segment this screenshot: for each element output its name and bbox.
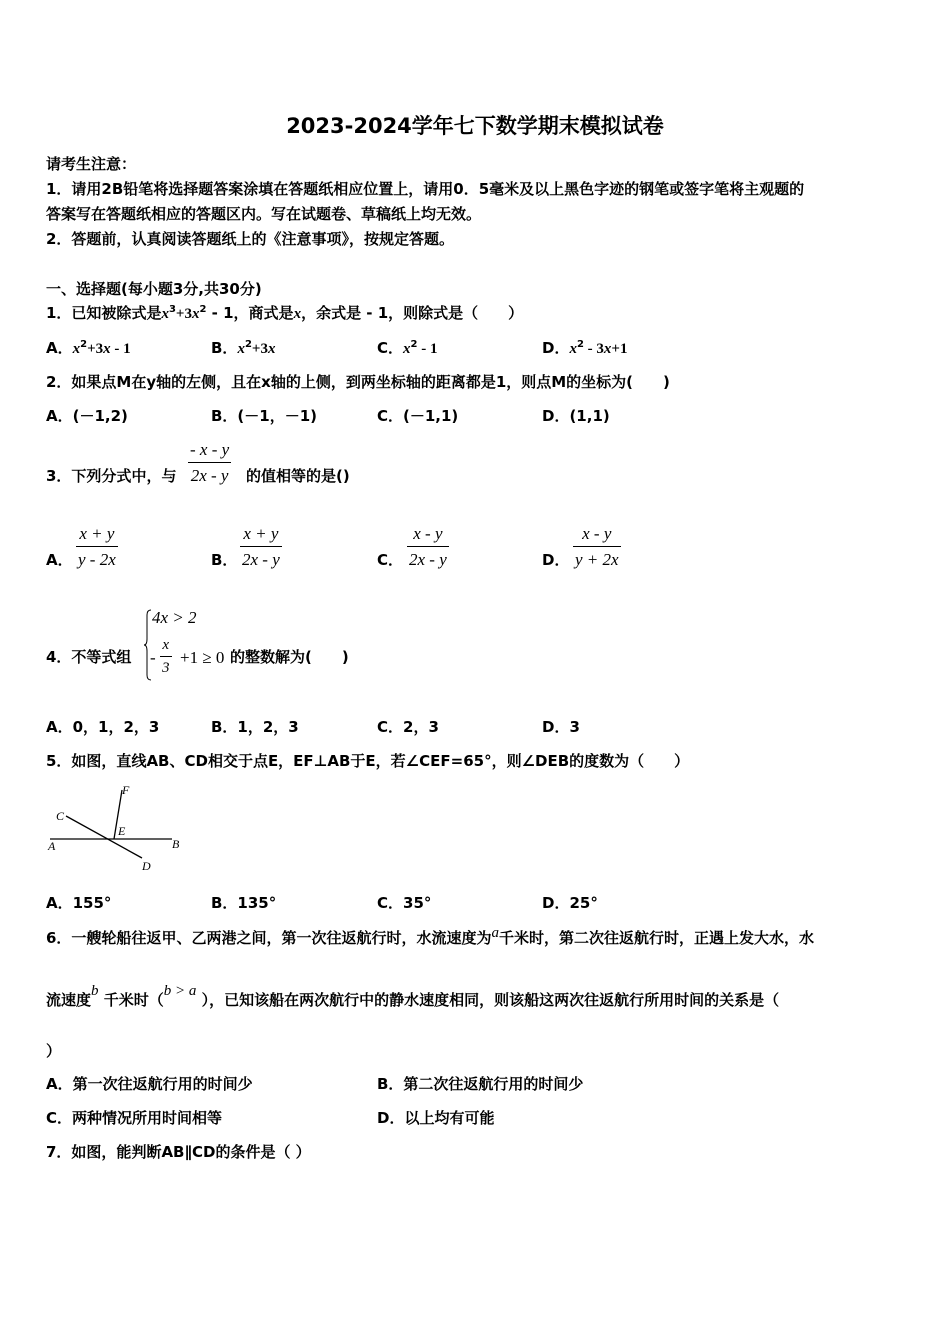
inequality-2-rest: +1 ≥ 0	[180, 648, 225, 667]
q6-option-a[interactable]: A．第一次往返航行用的时间少	[46, 1075, 253, 1093]
fig-label-d: D	[142, 859, 151, 873]
q3-option-d-label[interactable]: D．	[542, 551, 570, 569]
fig-label-b: B	[172, 837, 180, 851]
q2-option-d[interactable]: D．(1,1)	[542, 407, 610, 425]
fig-label-e: E	[118, 824, 126, 838]
q2-option-a[interactable]: A．(－1,2)	[46, 407, 128, 425]
q5-option-c[interactable]: C．35°	[377, 894, 432, 912]
q4-option-b[interactable]: B．1，2，3	[211, 718, 299, 736]
q5-option-b[interactable]: B．135°	[211, 894, 277, 912]
question-6-line-1: 6．一艘轮船往返甲、乙两港之间，第一次往返航行时，水流速度为a千米时，第二次往返航行时，正遇上发大水，水	[46, 925, 814, 947]
question-1: 1．已知被除式是$x^3+3x^2 - 1$，商式是x，余式是 - 1，则除式是（ ）	[46, 304, 524, 322]
question-7: 7．如图，能判断AB∥CD的条件是（ ）	[46, 1143, 311, 1161]
q1-option-a[interactable]: A．$x^2+3x - 1$	[46, 339, 131, 357]
q3-option-a-fraction[interactable]: $\frac{x + y}{y - 2x}$	[78, 524, 116, 569]
q2-option-b[interactable]: B．(－1，－1)	[211, 407, 318, 425]
question-5: 5．如图，直线AB、CD相交于点E，EF⊥AB于E，若∠CEF=65°，则∠DEB的度数为（ ）	[46, 752, 690, 770]
q1-option-d[interactable]: D．$x^2 - 3x+1$	[542, 339, 628, 357]
notice-line-1b: 答案写在答题纸相应的答题区内。写在试题卷、草稿纸上均无效。	[46, 205, 482, 223]
q3-option-d-fraction[interactable]: $\frac{x - y}{y + 2x}$	[575, 524, 619, 569]
question-4-prefix: 4．不等式组	[46, 648, 132, 666]
q6-option-d[interactable]: D．以上均有可能	[377, 1109, 495, 1127]
q1-option-b[interactable]: B．$x^2+3x$	[211, 339, 276, 357]
fig-label-c: C	[56, 809, 65, 823]
q6-option-b[interactable]: B．第二次往返航行用的时间少	[377, 1075, 584, 1093]
notice-heading: 请考生注意：	[46, 155, 137, 173]
q2-option-c[interactable]: C．(－1,1)	[377, 407, 459, 425]
inequality-2-minus: -	[150, 648, 156, 667]
q4-option-c[interactable]: C．2，3	[377, 718, 439, 736]
page-title: 2023-2024学年七下数学期末模拟试卷	[286, 114, 664, 138]
q3-option-c-fraction[interactable]: $\frac{x - y}{2x - y}$	[409, 524, 447, 569]
inequality-1: 4x > 2	[152, 608, 197, 627]
question-2: 2．如果点M在y轴的左侧，且在x轴的上侧，到两坐标轴的距离都是1，则点M的坐标为( )	[46, 373, 670, 391]
q3-option-b-label[interactable]: B．	[211, 551, 238, 569]
q1-option-c[interactable]: C．$x^2 - 1$	[377, 339, 438, 357]
question-4-suffix: 的整数解为( )	[230, 648, 349, 666]
q4-option-d[interactable]: D．3	[542, 718, 580, 736]
q5-option-a[interactable]: A．155°	[46, 894, 112, 912]
question-3-prefix: 3．下列分式中，与	[46, 467, 177, 485]
q6-option-c[interactable]: C．两种情况所用时间相等	[46, 1109, 223, 1127]
question-3-suffix: 的值相等的是()	[246, 467, 350, 485]
notice-line-1: 1．请用2B铅笔将选择题答案涂填在答题纸相应位置上，请用0．5毫米及以上黑色字迹的钢笔或签字笔将主观题的	[46, 180, 805, 198]
inequality-2-fraction: $\frac{x}{3}$	[162, 637, 170, 676]
q3-option-c-label[interactable]: C．	[377, 551, 404, 569]
q3-option-a-label[interactable]: A．	[46, 551, 73, 569]
q3-main-fraction: $\frac{- x - y}{2x - y}$	[190, 440, 230, 485]
inequality-brace	[144, 609, 152, 681]
q3-option-b-fraction[interactable]: $\frac{x + y}{2x - y}$	[242, 524, 280, 569]
section-heading: 一、选择题(每小题3分,共30分)	[46, 280, 262, 298]
fig-label-f: F	[122, 783, 130, 797]
q5-option-d[interactable]: D．25°	[542, 894, 598, 912]
fig-label-a: A	[48, 839, 56, 853]
notice-line-2: 2．答题前，认真阅读答题纸上的《注意事项》，按规定答题。	[46, 230, 454, 248]
q4-option-a[interactable]: A．0，1，2，3	[46, 718, 160, 736]
question-6-line-2: 流速度b 千米时（b > a ），已知该船在两次航行中的静水速度相同，则该船这两次往返航行所用时间的关系是（	[46, 983, 780, 1009]
question-6-line-3: ）	[46, 1042, 62, 1060]
q5-figure	[44, 782, 186, 874]
